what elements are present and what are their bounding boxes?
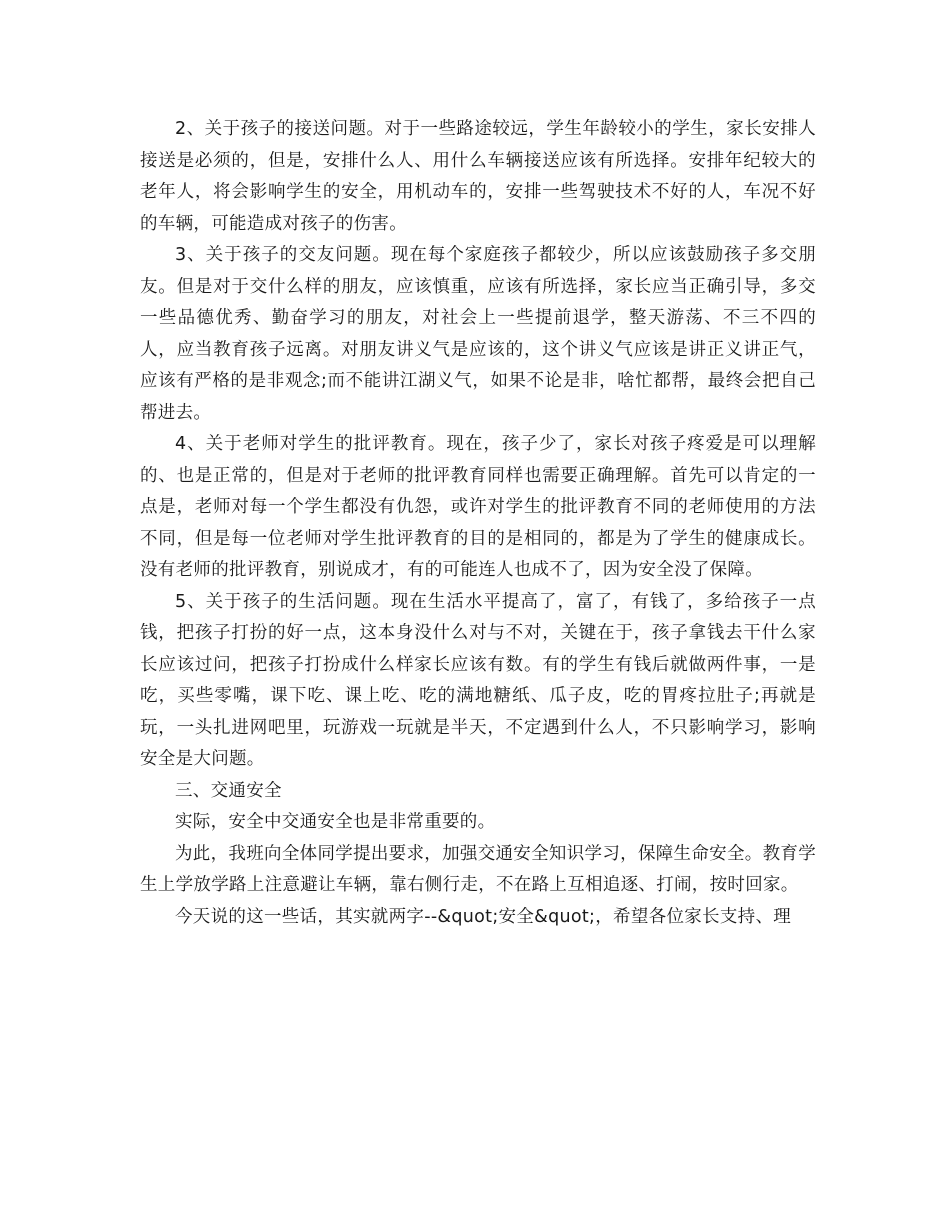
paragraph-traffic-intro: 实际，安全中交通安全也是非常重要的。: [175, 812, 496, 832]
paragraph-friends: 3、关于孩子的交友问题。现在每个家庭孩子都较少，所以应该鼓励孩子多交朋友。但是对于交什么样的朋友，应该慎重，应该有所选择，家长应当正确引导，多交一些品德优秀、勤奋学习的朋友，对社会上一些提前退学，整天游荡、不三不四的人，应当教育孩子远离。对朋友讲义气是应该的，这个讲义气应该是讲正义讲正气，应该有严格的是非观念;而不能讲江湖义气，如果不论是非，啥忙都帮，最终会把自己帮进去。: [140, 245, 816, 423]
paragraph-traffic-requirements: 为此，我班向全体同学提出要求，加强交通安全知识学习，保障生命安全。教育学生上学放学路上注意避让车辆，靠右侧行走，不在路上互相追逐、打闹，按时回家。: [140, 843, 816, 895]
document-body: [140, 114, 816, 933]
paragraph-teacher-criticism: 4、关于老师对学生的批评教育。现在，孩子少了，家长对孩子疼爱是可以理解的、也是正常的，但是对于老师的批评教育同样也需要正确理解。首先可以肯定的一点是，老师对每一个学生都没有仇怨，或许对学生的批评教育不同的老师使用的方法不同，但是每一位老师对学生批评教育的目的是相同的，都是为了学生的健康成长。没有老师的批评教育，别说成才，有的可能连人也成不了，因为安全没了保障。: [140, 434, 816, 580]
paragraph-closing: 今天说的这一些话，其实就两字--&quot;安全&quot;，希望各位家长支持、理: [175, 906, 792, 927]
paragraph-living: 5、关于孩子的生活问题。现在生活水平提高了，富了，有钱了，多给孩子一点钱，把孩子打扮的好一点，这本身没什么对与不对，关键在于，孩子拿钱去干什么家长应该过问，把孩子打扮成什么样家长应该有数。有的学生有钱后就做两件事，一是吃，买些零嘴，课下吃、课上吃、吃的满地糖纸、瓜子皮，吃的胃疼拉肚子;再就是玩，一头扎进网吧里，玩游戏一玩就是半天，不定遇到什么人，不只影响学习，影响安全是大问题。: [140, 591, 816, 769]
paragraph-pickup: 2、关于孩子的接送问题。对于一些路途较远，学生年龄较小的学生，家长安排人接送是必须的，但是，安排什么人、用什么车辆接送应该有所选择。安排年纪较大的老年人，将会影响学生的安全，用机动车的，安排一些驾驶技术不好的人，车况不好的车辆，可能造成对孩子的伤害。: [140, 119, 816, 234]
section-heading-traffic-safety: 三、交通安全: [175, 780, 282, 801]
